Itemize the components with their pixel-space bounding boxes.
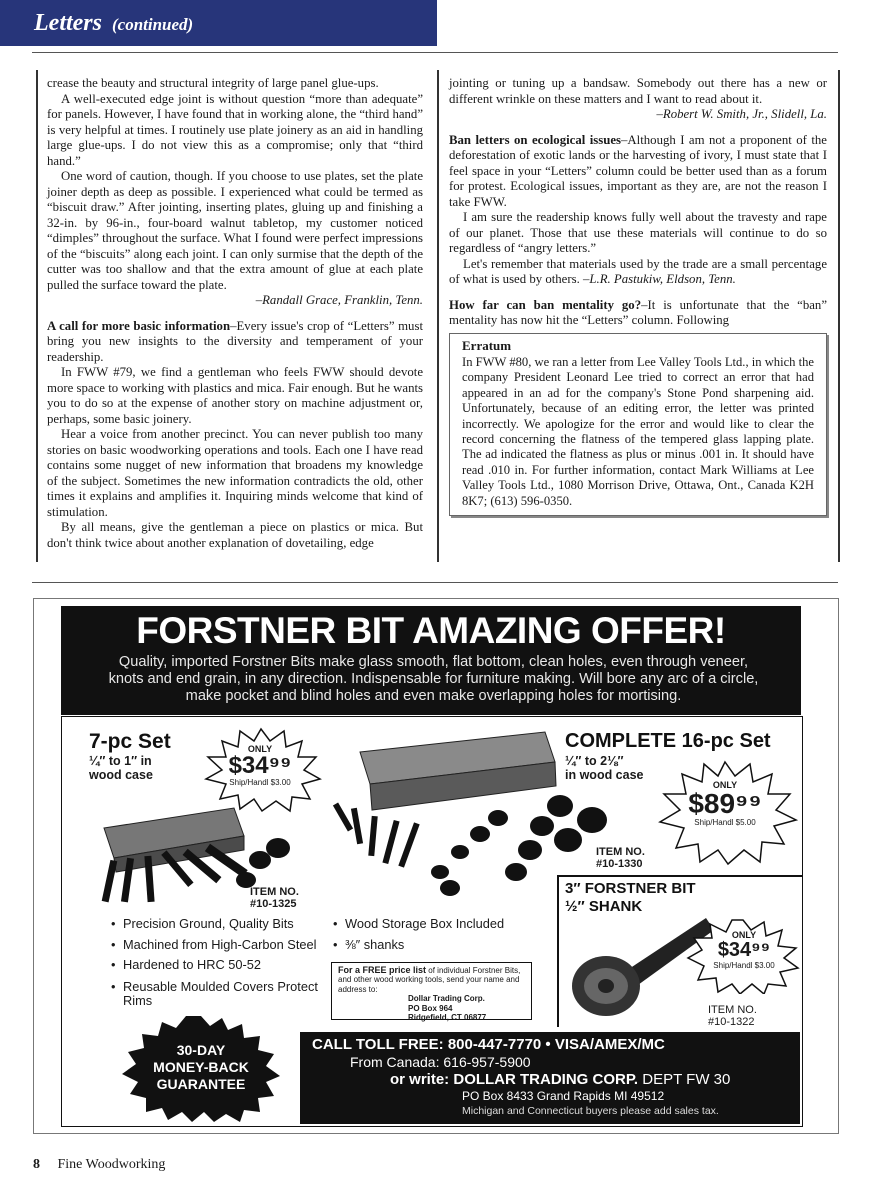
set7-only: ONLY [247, 744, 273, 754]
magazine-name: Fine Woodworking [57, 1157, 166, 1172]
bit3-shipping: Ship/Handl $3.00 [713, 961, 775, 970]
ad-header [61, 606, 801, 715]
contact-canada: From Canada: 616-957-5900 [350, 1054, 531, 1070]
free-price-list-box [331, 962, 532, 1023]
set7-item-label: ITEM NO. [250, 886, 299, 898]
free-list-address-line: PO Box 964 [408, 1003, 453, 1013]
letters-column-left [47, 76, 423, 551]
set16-title: COMPLETE 16-pc Set [565, 730, 771, 752]
guarantee-text [118, 1042, 284, 1093]
set7-price: $34⁹⁹ [228, 752, 292, 779]
section-title-main: Letters [34, 10, 102, 36]
set7-case: wood case [89, 768, 153, 782]
erratum-box [449, 333, 827, 516]
section-title [34, 10, 193, 37]
set7-shipping: Ship/Handl $3.00 [229, 778, 291, 787]
header-rule [32, 52, 838, 53]
guarantee-line: 30-DAY [176, 1042, 226, 1058]
paragraph: In FWW #79, we find a gentleman who feels FWW should devote more space to working with plastics and mica. Fair enough. But he wants you to do so at the expense of another story on machine adjustment or, perhaps, some basic joinery. [47, 365, 423, 426]
ad-headline: FORSTNER BIT AMAZING OFFER! [136, 610, 726, 651]
column-rule-left [36, 70, 38, 562]
letter-signature: –Randall Grace, Franklin, Tenn. [255, 293, 423, 307]
free-list-address-line: Ridgefield, CT 06877 [408, 1013, 487, 1023]
set7-size [89, 754, 153, 782]
contact-company: DOLLAR TRADING CORP. [453, 1071, 639, 1088]
bit3-name: 3″ FORSTNER BIT [565, 880, 696, 897]
free-list-heading: For a FREE price list [338, 965, 427, 975]
letters-column-right [449, 76, 827, 516]
set16-item-number [596, 846, 645, 870]
bit3-item-number [708, 1004, 757, 1028]
set16-size [565, 754, 644, 782]
feature-item: • Reusable Moulded Covers Protect Rims [111, 980, 321, 1008]
paragraph: By all means, give the gentleman a piece on plastics or mica. But don't think twice about another explanation of dovetailing, edge [47, 520, 423, 550]
paragraph [449, 133, 827, 211]
set16-only: ONLY [712, 780, 738, 790]
free-list-text: of individual Forstner Bits, and other wood working tools, send your name and address to: [338, 966, 521, 994]
page-number: 8 [33, 1157, 40, 1172]
contact-write-label: or write: [390, 1071, 450, 1088]
contact-mail [300, 1071, 800, 1089]
feature-item: • ⅜″ shanks [333, 935, 543, 956]
bit3-price-tag [702, 930, 786, 970]
set7-price-tag [216, 744, 304, 787]
ad-description: Quality, imported Forstner Bits make glass smooth, flat bottom, clean holes, even through veneer, knots and end grain, in any direction. Indispensable for furniture making. Will bore any arc of a circle, make pocket and blind holes and even make overlapping holes for mortising. [108, 654, 759, 704]
set16-item-label: ITEM NO. [596, 846, 645, 858]
paragraph-text: –It is unfortunate that the “ban” mentality has now hit the “Letters” column. Following [449, 297, 827, 327]
guarantee-line: MONEY-BACK [153, 1059, 249, 1075]
set16-shipping: Ship/Handl $5.00 [694, 818, 756, 827]
paragraph-text: –Every issue's crop of “Letters” must bring you new insights to the diversity and temperament of your readership. [47, 318, 423, 364]
erratum-title: Erratum [462, 337, 512, 353]
column-rule-right [838, 70, 840, 562]
guarantee-line: GUARANTEE [156, 1076, 246, 1092]
guarantee-seal [118, 1014, 284, 1124]
paragraph: One word of caution, though. If you choose to use plates, set the plate joiner depth as deep as possible. I experienced what could be termed as “biscuit draw.” After jointing, inserting plates, gluing up and finishing a 32-in. by 96-in., four-board walnut tabletop, my customer noticed “dimples” throughout the surface. What I found were perfect impressions of the “biscuits” along each joint. I can only surmise that the depth of the cutter was too shallow and that the extra amount of glue at each plate pulled the surface toward the plate. [47, 169, 423, 292]
paragraph: crease the beauty and structural integrity of large panel glue-ups. [47, 76, 379, 90]
erratum-body: In FWW #80, we ran a letter from Lee Valley Tools Ltd., in which the company President Leonard Lee tried to correct an error that had appeared in an ad for the company's Stone Pond sharpening aid. Unfortunately, because of an editing error, the letter was printed incorrectly. We apologize for the error and would like to clear the record concerning the flatness of the tempered glass lapping plate. The ad indicated the flatness as plus or minus .001 in. It should have read .010 in. For further information, contact Mark Williams at Lee Valley Tools Ltd., 1080 Morrison Drive, Ottawa, Ont., Canada K2H 8K7; (613) 596-0350. [462, 354, 815, 508]
contact-dept: DEPT FW 30 [642, 1071, 731, 1088]
contact-address: PO Box 8433 Grand Rapids MI 49512 [462, 1089, 665, 1103]
free-list-address [338, 994, 525, 1022]
set16-price: $89⁹⁹ [688, 788, 762, 819]
bit3-price: $34⁹⁹ [717, 939, 771, 961]
paragraph: I am sure the readership knows fully well about the travesty and rape of our planet. Those that use these materials will continue to do so regardless of “angry letters.” [449, 210, 827, 255]
bit3-title [565, 880, 696, 916]
section-title-sub: (continued) [111, 15, 194, 34]
contact-block [300, 1036, 800, 1118]
paragraph-text: Let's remember that materials used by the trade are a small percentage of what is used by others. [449, 256, 827, 286]
free-list-address-line: Dollar Trading Corp. [408, 994, 485, 1004]
bit3-item-label: ITEM NO. [708, 1004, 757, 1016]
page-footer [33, 1157, 165, 1173]
paragraph [47, 319, 423, 366]
column-rule-middle [437, 70, 439, 562]
paragraph [449, 298, 827, 329]
bit3-only: ONLY [731, 930, 757, 940]
feature-item: • Wood Storage Box Included [333, 914, 543, 935]
paragraph-text: –Although I am not a proponent of the deforestation of exotic lands or the harvesting of ivory, I must state that I feel space in your “Letters” column could be better used than as a forum for protest. Ecological issues, important as they are, are not the reason I take FWW. [449, 132, 827, 209]
section-header-bar [0, 0, 437, 46]
letter-heading: How far can ban mentality go? [449, 297, 642, 312]
bit3-shank: ½″ SHANK [565, 898, 643, 915]
section-divider [32, 582, 838, 583]
letter-signature: –L.R. Pastukiw, Eldson, Tenn. [583, 272, 736, 286]
set7-size-range: ¼″ to 1″ in [89, 754, 152, 768]
paragraph: Hear a voice from another precinct. You can never publish too many stories on basic woodworking operations and tools. Each one I have read contains some nugget of new information that broadens my knowledge of the subject. Sometimes the new information contradicts the old, other times it explains and amplifies it. Inquiring minds welcome that kind of stimulation. [47, 427, 423, 519]
contact-tax-note: Michigan and Connecticut buyers please add sales tax. [462, 1105, 719, 1117]
paragraph: A well-executed edge joint is without question “more than adequate” for panels. However, I have found that in working alone, the “third hand” is very helpful at times. I routinely use plate joinery as an aid in handling large glue-ups. I do not view this as a compromise; only that “third hand.” [47, 91, 423, 168]
paragraph [449, 257, 827, 288]
set7-item-number [250, 886, 299, 910]
set16-price-tag [672, 780, 778, 827]
set16-size-range: ¼″ to 2⅛″ [565, 754, 624, 768]
letter-heading: A call for more basic information [47, 318, 231, 333]
feature-item: • Hardened to HRC 50-52 [111, 955, 321, 976]
features-list-left [111, 914, 321, 1008]
set16-item-code: #10-1330 [596, 858, 643, 870]
features-list-right [333, 914, 543, 955]
paragraph: jointing or tuning up a bandsaw. Somebody out there has a new or different wrinkle on these matters and I want to read about it. [449, 76, 827, 106]
letter-signature: –Robert W. Smith, Jr., Slidell, La. [656, 107, 827, 121]
contact-phone: CALL TOLL FREE: 800-447-7770 • VISA/AMEX/MC [312, 1036, 665, 1053]
set16-case: in wood case [565, 768, 644, 782]
feature-item: • Machined from High-Carbon Steel [111, 935, 321, 956]
bit3-item-code: #10-1322 [708, 1016, 755, 1028]
set7-title: 7-pc Set [89, 730, 171, 753]
set7-item-code: #10-1325 [250, 898, 297, 910]
feature-item: • Precision Ground, Quality Bits [111, 914, 321, 935]
letter-heading: Ban letters on ecological issues [449, 132, 622, 147]
